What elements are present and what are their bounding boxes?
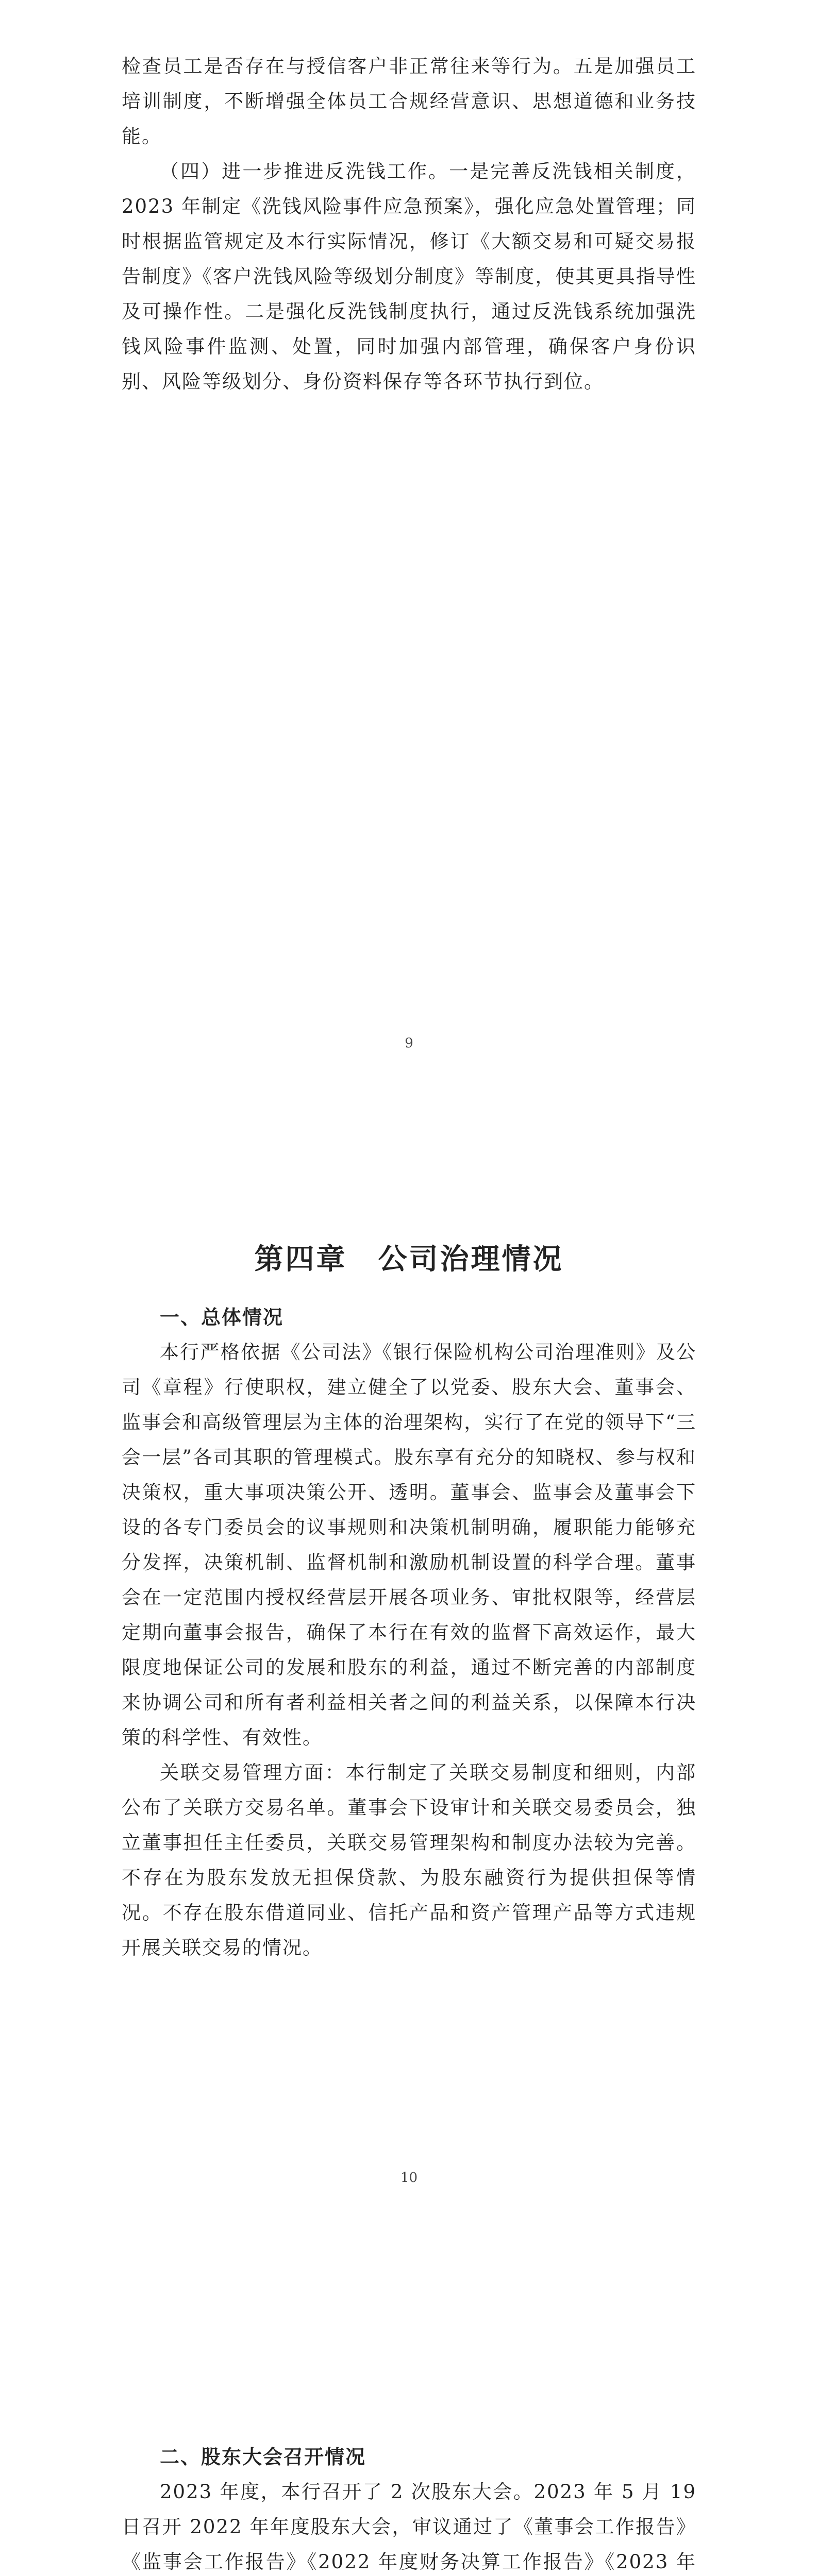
document-page-11: [0, 2313, 818, 2576]
section-heading: 二、股东大会召开情况: [160, 2446, 366, 2468]
paragraph: 本行严格依据《公司法》《银行保险机构公司治理准则》及公司《章程》行使职权，建立健全了以党委、股东大会、董事会、监事会和高级管理层为主体的治理架构，实行了在党的领导下“三会一层”各司其职的管理模式。股东享有充分的知晓权、参与权和决策权，重大事项决策公开、透明。董事会、监事会及董事会下设的各专门委员会的议事规则和决策机制明确，履职能力能够充分发挥，决策机制、监督机制和激励机制设置的科学合理。董事会在一定范围内授权经营层开展各项业务、审批权限等，经营层定期向董事会报告，确保了本行在有效的监督下高效运作，最大限度地保证公司的发展和股东的利益，通过不断完善的内部制度来协调公司和所有者利益相关者之间的利益关系，以保障本行决策的科学性、有效性。: [122, 1341, 696, 1749]
document-page-10: [0, 1157, 818, 2313]
paragraph: 2023 年度，本行召开了 2 次股东大会。2023 年 5 月 19 日召开 2022 年年度股东大会，审议通过了《董事会工作报告》《监事会工作报告》《2022 年度财务决算工作报告》《2023 年: [122, 2481, 696, 2573]
page-number: 10: [400, 2170, 418, 2185]
page-number: 9: [405, 1036, 413, 1051]
document-page-9: [0, 0, 818, 1157]
chapter-title: 第四章 公司治理情况: [254, 1242, 564, 1276]
section-heading: 一、总体情况: [160, 1306, 284, 1329]
paragraph: 关联交易管理方面：本行制定了关联交易制度和细则，内部公布了关联方交易名单。董事会下设审计和关联交易委员会，独立董事担任主任委员，关联交易管理架构和制度办法较为完善。不存在为股东发放无担保贷款、为股东融资行为提供担保等情况。不存在股东借道同业、信托产品和资产管理产品等方式违规开展关联交易的情况。: [122, 1761, 696, 1959]
paragraph: 检查员工是否存在与授信客户非正常往来等行为。五是加强员工培训制度，不断增强全体员工合规经营意识、思想道德和业务技能。: [122, 55, 696, 147]
paragraph: （四）进一步推进反洗钱工作。一是完善反洗钱相关制度，2023 年制定《洗钱风险事件应急预案》，强化应急处置管理；同时根据监管规定及本行实际情况，修订《大额交易和可疑交易报告制度》《客户洗钱风险等级划分制度》等制度，使其更具指导性及可操作性。二是强化反洗钱制度执行，通过反洗钱系统加强洗钱风险事件监测、处置，同时加强内部管理，确保客户身份识别、风险等级划分、身份资料保存等各环节执行到位。: [122, 160, 696, 393]
